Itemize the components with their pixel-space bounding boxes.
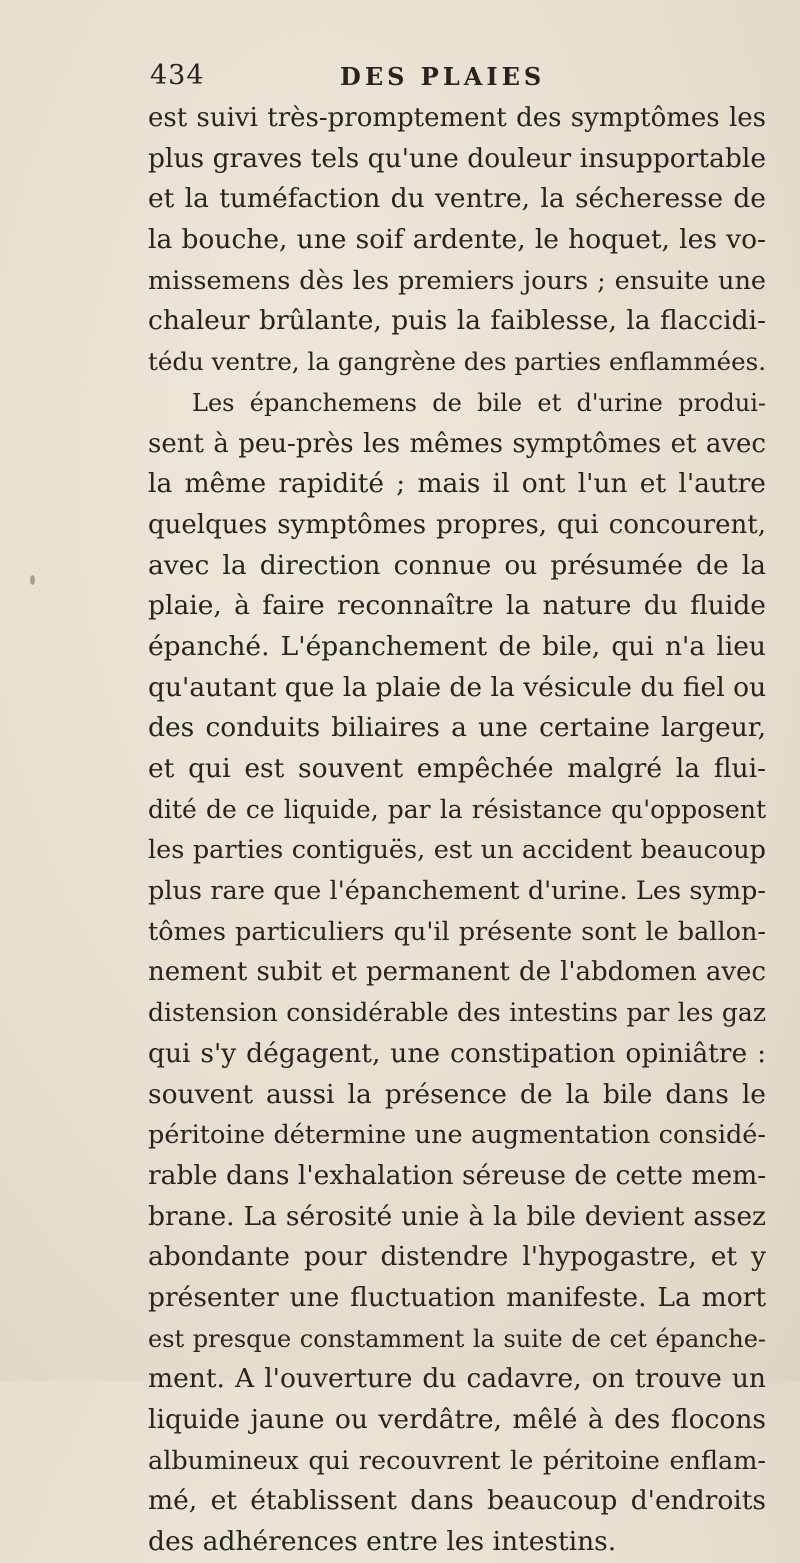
- text-line: rable dans l'exhalation séreuse de cette mem-: [148, 1159, 767, 1191]
- text-line: ment. A l'ouverture du cadavre, on trouve un: [148, 1363, 766, 1395]
- text-line: missemens dès les premiers jours ; ensuite une: [148, 265, 766, 296]
- text-line: et la tuméfaction du ventre, la sécheresse de: [148, 183, 766, 215]
- text-line: mé, et établissent dans beaucoup d'endroits: [148, 1485, 766, 1517]
- text-line: qu'autant que la plaie de la vésicule du fiel ou: [148, 671, 767, 703]
- text-line: sent à peu-près les mêmes symptômes et avec: [148, 428, 766, 459]
- text-line: péritoine détermine une augmentation considé-: [148, 1120, 766, 1151]
- text-line: souvent aussi la présence de la bile dans le: [148, 1078, 766, 1110]
- text-line: les parties contiguës, est un accident beaucoup: [148, 835, 766, 866]
- text-line: présenter une fluctuation manifeste. La mort: [148, 1281, 766, 1313]
- text-line: tômes particuliers qu'il présente sont le ballon-: [148, 916, 766, 947]
- text-line: des adhérences entre les intestins.: [148, 1526, 617, 1558]
- text-line: plaie, à faire reconnaître la nature du fluide: [148, 590, 766, 622]
- page-number: 434: [150, 60, 205, 91]
- text-line: et qui est souvent empêchée malgré la flui-: [148, 753, 766, 784]
- text-line: est suivi très-promptement des symptômes les: [148, 103, 766, 133]
- text-line: distension considérable des intestins par les gaz: [148, 998, 766, 1028]
- text-line: nement subit et permanent de l'abdomen avec: [148, 957, 766, 988]
- text-line: plus rare que l'épanchement d'urine. Les symp-: [148, 876, 766, 907]
- text-line: est presque constamment la suite de cet épanche-: [148, 1324, 766, 1353]
- text-line: brane. La sérosité unie à la bile devient assez: [148, 1200, 766, 1232]
- text-line: des conduits biliaires a une certaine largeur,: [148, 712, 766, 744]
- running-head: [150, 60, 730, 100]
- text-line: plus graves tels qu'une douleur insupportable: [148, 142, 766, 174]
- text-line: dité de ce liquide, par la résistance qu'opposent: [148, 794, 766, 824]
- text-line: tédu ventre, la gangrène des parties enflammées.: [148, 347, 766, 377]
- text-line: la même rapidité ; mais il ont l'un et l'autre: [148, 468, 766, 500]
- body-text: [148, 98, 766, 1563]
- text-line: qui s'y dégagent, une constipation opiniâtre :: [148, 1037, 766, 1069]
- text-line: avec la direction connue ou présumée de la: [148, 549, 766, 581]
- text-line: albumineux qui recouvrent le péritoine enflam-: [148, 1445, 766, 1476]
- text-line: chaleur brûlante, puis la faiblesse, la flaccidi-: [148, 305, 766, 337]
- text-line: quelques symptômes propres, qui concourent,: [148, 509, 766, 540]
- text-line: liquide jaune ou verdâtre, mêlé à des flocons: [148, 1404, 766, 1435]
- text-line: Les épanchemens de bile et d'urine produi-: [192, 388, 766, 417]
- header-title: DES PLAIES: [340, 62, 546, 91]
- text-line: la bouche, une soif ardente, le hoquet, les vo-: [148, 224, 766, 256]
- text-line: épanché. L'épanchement de bile, qui n'a lieu: [148, 630, 766, 662]
- paper-speck: [30, 575, 35, 585]
- text-line: abondante pour distendre l'hypogastre, et y: [148, 1241, 766, 1273]
